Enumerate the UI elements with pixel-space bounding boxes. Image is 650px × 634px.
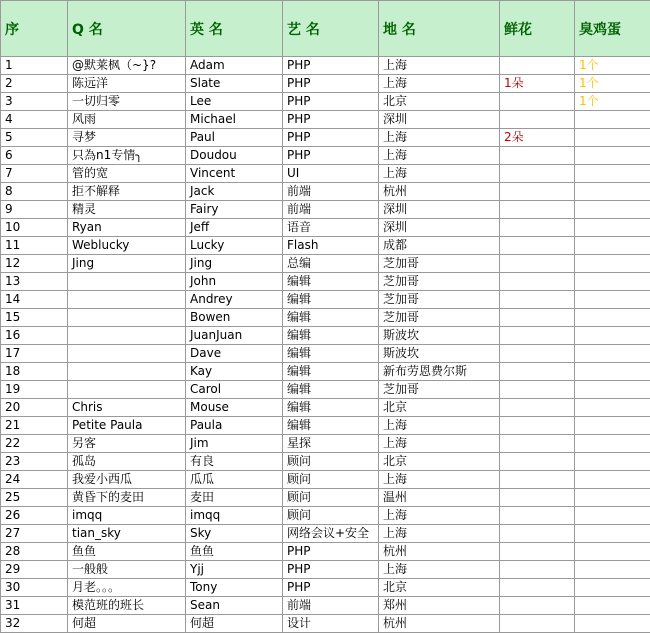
cell-english-name[interactable]: Jim bbox=[186, 435, 283, 453]
cell-english-name[interactable]: 何超 bbox=[186, 615, 283, 633]
cell-qq-name[interactable]: 黄昏下的麦田 bbox=[68, 489, 186, 507]
cell-qq-name[interactable]: 风雨 bbox=[68, 111, 186, 129]
cell-index[interactable]: 22 bbox=[1, 435, 68, 453]
table-row bbox=[1, 579, 650, 597]
table-row bbox=[1, 399, 650, 417]
table-row bbox=[1, 525, 650, 543]
cell-rotten-eggs[interactable] bbox=[575, 471, 650, 489]
cell-flowers[interactable] bbox=[500, 345, 575, 363]
cell-index[interactable]: 19 bbox=[1, 381, 68, 399]
cell-english-name[interactable]: Dave bbox=[186, 345, 283, 363]
cell-rotten-eggs[interactable] bbox=[575, 543, 650, 561]
cell-english-name[interactable]: Sean bbox=[186, 597, 283, 615]
cell-qq-name[interactable]: 模范班的班长 bbox=[68, 597, 186, 615]
cell-index[interactable]: 10 bbox=[1, 219, 68, 237]
cell-index[interactable]: 23 bbox=[1, 453, 68, 471]
cell-role[interactable]: 编辑 bbox=[283, 417, 379, 435]
cell-qq-name[interactable]: Chris bbox=[68, 399, 186, 417]
cell-index[interactable]: 7 bbox=[1, 165, 68, 183]
cell-index[interactable]: 3 bbox=[1, 93, 68, 111]
cell-role[interactable]: PHP bbox=[283, 93, 379, 111]
table-row bbox=[1, 237, 650, 255]
table-row bbox=[1, 273, 650, 291]
cell-index[interactable]: 17 bbox=[1, 345, 68, 363]
cell-flowers[interactable] bbox=[500, 255, 575, 273]
cell-rotten-eggs[interactable] bbox=[575, 579, 650, 597]
cell-location[interactable]: 郑州 bbox=[379, 597, 500, 615]
cell-rotten-eggs[interactable] bbox=[575, 219, 650, 237]
cell-english-name[interactable]: Vincent bbox=[186, 165, 283, 183]
cell-flowers[interactable] bbox=[500, 381, 575, 399]
cell-role[interactable]: PHP bbox=[283, 57, 379, 75]
cell-rotten-eggs[interactable] bbox=[575, 273, 650, 291]
cell-role[interactable]: 编辑 bbox=[283, 381, 379, 399]
table-row bbox=[1, 165, 650, 183]
cell-role[interactable]: 顾问 bbox=[283, 471, 379, 489]
cell-rotten-eggs[interactable] bbox=[575, 525, 650, 543]
cell-location[interactable]: 上海 bbox=[379, 147, 500, 165]
cell-index[interactable]: 18 bbox=[1, 363, 68, 381]
cell-qq-name[interactable] bbox=[68, 381, 186, 399]
cell-rotten-eggs[interactable]: 1个 bbox=[575, 75, 650, 93]
cell-qq-name[interactable] bbox=[68, 327, 186, 345]
cell-english-name[interactable]: Jeff bbox=[186, 219, 283, 237]
table-row bbox=[1, 453, 650, 471]
cell-index[interactable]: 16 bbox=[1, 327, 68, 345]
cell-index[interactable]: 12 bbox=[1, 255, 68, 273]
cell-qq-name[interactable]: Petite Paula bbox=[68, 417, 186, 435]
table-row bbox=[1, 489, 650, 507]
cell-rotten-eggs[interactable] bbox=[575, 165, 650, 183]
cell-qq-name[interactable]: 鱼鱼 bbox=[68, 543, 186, 561]
cell-rotten-eggs[interactable] bbox=[575, 129, 650, 147]
cell-role[interactable]: 编辑 bbox=[283, 291, 379, 309]
cell-role[interactable]: 前端 bbox=[283, 201, 379, 219]
cell-qq-name[interactable]: 我爱小西瓜 bbox=[68, 471, 186, 489]
table-row bbox=[1, 507, 650, 525]
cell-qq-name[interactable]: @默莱枫（~}? bbox=[68, 57, 186, 75]
cell-flowers[interactable] bbox=[500, 543, 575, 561]
cell-qq-name[interactable]: 陈远洋 bbox=[68, 75, 186, 93]
cell-index[interactable]: 31 bbox=[1, 597, 68, 615]
cell-flowers[interactable] bbox=[500, 237, 575, 255]
cell-rotten-eggs[interactable] bbox=[575, 435, 650, 453]
cell-location[interactable]: 斯波坎 bbox=[379, 327, 500, 345]
cell-index[interactable]: 32 bbox=[1, 615, 68, 633]
cell-role[interactable]: 星探 bbox=[283, 435, 379, 453]
cell-role[interactable]: 网络会议+安全 bbox=[283, 525, 379, 543]
cell-location[interactable]: 杭州 bbox=[379, 543, 500, 561]
cell-index[interactable]: 13 bbox=[1, 273, 68, 291]
cell-qq-name[interactable]: 月老。。。 bbox=[68, 579, 186, 597]
cell-index[interactable]: 9 bbox=[1, 201, 68, 219]
cell-english-name[interactable]: 有良 bbox=[186, 453, 283, 471]
cell-english-name[interactable]: Jing bbox=[186, 255, 283, 273]
cell-rotten-eggs[interactable] bbox=[575, 201, 650, 219]
table-row bbox=[1, 93, 650, 111]
cell-index[interactable]: 24 bbox=[1, 471, 68, 489]
cell-rotten-eggs[interactable] bbox=[575, 237, 650, 255]
cell-qq-name[interactable]: 精灵 bbox=[68, 201, 186, 219]
cell-role[interactable]: PHP bbox=[283, 75, 379, 93]
cell-location[interactable]: 杭州 bbox=[379, 183, 500, 201]
cell-location[interactable]: 深圳 bbox=[379, 111, 500, 129]
table-row bbox=[1, 363, 650, 381]
table-row bbox=[1, 561, 650, 579]
cell-rotten-eggs[interactable] bbox=[575, 147, 650, 165]
cell-rotten-eggs[interactable] bbox=[575, 417, 650, 435]
cell-english-name[interactable]: Kay bbox=[186, 363, 283, 381]
cell-flowers[interactable] bbox=[500, 363, 575, 381]
cell-flowers[interactable] bbox=[500, 453, 575, 471]
cell-location[interactable]: 芝加哥 bbox=[379, 291, 500, 309]
cell-role[interactable]: 前端 bbox=[283, 183, 379, 201]
cell-english-name[interactable]: Adam bbox=[186, 57, 283, 75]
cell-flowers[interactable] bbox=[500, 273, 575, 291]
cell-location[interactable]: 上海 bbox=[379, 561, 500, 579]
cell-role[interactable]: 编辑 bbox=[283, 327, 379, 345]
cell-qq-name[interactable] bbox=[68, 363, 186, 381]
cell-location[interactable]: 斯波坎 bbox=[379, 345, 500, 363]
cell-english-name[interactable]: Doudou bbox=[186, 147, 283, 165]
cell-qq-name[interactable]: 一般般 bbox=[68, 561, 186, 579]
table-row bbox=[1, 75, 650, 93]
cell-flowers[interactable]: 2朵 bbox=[500, 129, 575, 147]
cell-index[interactable]: 6 bbox=[1, 147, 68, 165]
cell-flowers[interactable] bbox=[500, 327, 575, 345]
cell-location[interactable]: 北京 bbox=[379, 93, 500, 111]
cell-english-name[interactable]: Mouse bbox=[186, 399, 283, 417]
cell-rotten-eggs[interactable] bbox=[575, 561, 650, 579]
cell-role[interactable]: 顾问 bbox=[283, 507, 379, 525]
cell-english-name[interactable]: Lee bbox=[186, 93, 283, 111]
cell-index[interactable]: 27 bbox=[1, 525, 68, 543]
table-row bbox=[1, 345, 650, 363]
cell-rotten-eggs[interactable] bbox=[575, 309, 650, 327]
cell-english-name[interactable]: Slate bbox=[186, 75, 283, 93]
header-role[interactable]: 艺 名 bbox=[283, 1, 379, 57]
cell-role[interactable]: 顾问 bbox=[283, 489, 379, 507]
cell-qq-name[interactable]: 另客 bbox=[68, 435, 186, 453]
table-row bbox=[1, 471, 650, 489]
cell-location[interactable]: 上海 bbox=[379, 75, 500, 93]
table-row bbox=[1, 543, 650, 561]
header-rotten-eggs[interactable]: 臭鸡蛋 bbox=[575, 1, 650, 57]
cell-flowers[interactable] bbox=[500, 489, 575, 507]
table-row bbox=[1, 435, 650, 453]
cell-index[interactable]: 5 bbox=[1, 129, 68, 147]
cell-location[interactable]: 深圳 bbox=[379, 219, 500, 237]
cell-location[interactable]: 上海 bbox=[379, 435, 500, 453]
cell-qq-name[interactable]: Ryan bbox=[68, 219, 186, 237]
cell-rotten-eggs[interactable] bbox=[575, 255, 650, 273]
cell-english-name[interactable]: Fairy bbox=[186, 201, 283, 219]
cell-flowers[interactable] bbox=[500, 435, 575, 453]
cell-english-name[interactable]: Carol bbox=[186, 381, 283, 399]
table-row bbox=[1, 255, 650, 273]
cell-index[interactable]: 15 bbox=[1, 309, 68, 327]
cell-rotten-eggs[interactable] bbox=[575, 327, 650, 345]
cell-flowers[interactable] bbox=[500, 183, 575, 201]
cell-location[interactable]: 北京 bbox=[379, 399, 500, 417]
cell-qq-name[interactable]: 管的宽 bbox=[68, 165, 186, 183]
table-row bbox=[1, 219, 650, 237]
header-flowers[interactable]: 鲜花 bbox=[500, 1, 575, 57]
cell-english-name[interactable]: 鱼鱼 bbox=[186, 543, 283, 561]
cell-location[interactable]: 成都 bbox=[379, 237, 500, 255]
cell-qq-name[interactable]: 何超 bbox=[68, 615, 186, 633]
cell-rotten-eggs[interactable] bbox=[575, 507, 650, 525]
cell-rotten-eggs[interactable] bbox=[575, 597, 650, 615]
cell-role[interactable]: PHP bbox=[283, 579, 379, 597]
cell-flowers[interactable] bbox=[500, 525, 575, 543]
cell-location[interactable]: 芝加哥 bbox=[379, 255, 500, 273]
cell-index[interactable]: 21 bbox=[1, 417, 68, 435]
cell-qq-name[interactable]: imqq bbox=[68, 507, 186, 525]
cell-role[interactable]: PHP bbox=[283, 111, 379, 129]
cell-flowers[interactable] bbox=[500, 201, 575, 219]
table-row bbox=[1, 291, 650, 309]
cell-rotten-eggs[interactable] bbox=[575, 345, 650, 363]
cell-english-name[interactable]: imqq bbox=[186, 507, 283, 525]
cell-qq-name[interactable] bbox=[68, 291, 186, 309]
cell-english-name[interactable]: Michael bbox=[186, 111, 283, 129]
header-english-name[interactable]: 英 名 bbox=[186, 1, 283, 57]
cell-flowers[interactable] bbox=[500, 147, 575, 165]
cell-index[interactable]: 29 bbox=[1, 561, 68, 579]
cell-rotten-eggs[interactable] bbox=[575, 615, 650, 633]
cell-location[interactable]: 芝加哥 bbox=[379, 381, 500, 399]
cell-english-name[interactable]: Paula bbox=[186, 417, 283, 435]
cell-qq-name[interactable]: tian_sky bbox=[68, 525, 186, 543]
cell-qq-name[interactable]: 拒不解释 bbox=[68, 183, 186, 201]
table-row bbox=[1, 381, 650, 399]
table-row bbox=[1, 111, 650, 129]
cell-index[interactable]: 26 bbox=[1, 507, 68, 525]
cell-english-name[interactable]: John bbox=[186, 273, 283, 291]
cell-role[interactable]: Flash bbox=[283, 237, 379, 255]
cell-location[interactable]: 上海 bbox=[379, 57, 500, 75]
cell-rotten-eggs[interactable] bbox=[575, 291, 650, 309]
cell-location[interactable]: 上海 bbox=[379, 471, 500, 489]
cell-location[interactable]: 深圳 bbox=[379, 201, 500, 219]
cell-flowers[interactable] bbox=[500, 507, 575, 525]
table-row bbox=[1, 57, 650, 75]
cell-location[interactable]: 上海 bbox=[379, 507, 500, 525]
cell-index[interactable]: 25 bbox=[1, 489, 68, 507]
cell-location[interactable]: 温州 bbox=[379, 489, 500, 507]
cell-rotten-eggs[interactable] bbox=[575, 363, 650, 381]
table-row bbox=[1, 147, 650, 165]
cell-qq-name[interactable]: 寻梦 bbox=[68, 129, 186, 147]
cell-rotten-eggs[interactable] bbox=[575, 381, 650, 399]
cell-role[interactable]: 编辑 bbox=[283, 399, 379, 417]
cell-english-name[interactable]: Andrey bbox=[186, 291, 283, 309]
table-row bbox=[1, 615, 650, 633]
cell-english-name[interactable]: 麦田 bbox=[186, 489, 283, 507]
cell-qq-name[interactable]: Jing bbox=[68, 255, 186, 273]
cell-location[interactable]: 上海 bbox=[379, 525, 500, 543]
cell-flowers[interactable] bbox=[500, 615, 575, 633]
cell-qq-name[interactable] bbox=[68, 345, 186, 363]
cell-role[interactable]: PHP bbox=[283, 129, 379, 147]
cell-index[interactable]: 14 bbox=[1, 291, 68, 309]
cell-english-name[interactable]: Bowen bbox=[186, 309, 283, 327]
cell-location[interactable]: 北京 bbox=[379, 453, 500, 471]
cell-qq-name[interactable]: Weblucky bbox=[68, 237, 186, 255]
cell-rotten-eggs[interactable] bbox=[575, 399, 650, 417]
cell-role[interactable]: 顾问 bbox=[283, 453, 379, 471]
cell-flowers[interactable] bbox=[500, 57, 575, 75]
cell-role[interactable]: 编辑 bbox=[283, 363, 379, 381]
cell-flowers[interactable]: 1朵 bbox=[500, 75, 575, 93]
cell-rotten-eggs[interactable] bbox=[575, 489, 650, 507]
cell-index[interactable]: 1 bbox=[1, 57, 68, 75]
cell-qq-name[interactable]: 一切归零 bbox=[68, 93, 186, 111]
cell-english-name[interactable]: Tony bbox=[186, 579, 283, 597]
cell-location[interactable]: 上海 bbox=[379, 165, 500, 183]
cell-index[interactable]: 20 bbox=[1, 399, 68, 417]
cell-english-name[interactable]: Lucky bbox=[186, 237, 283, 255]
cell-qq-name[interactable] bbox=[68, 309, 186, 327]
cell-index[interactable]: 2 bbox=[1, 75, 68, 93]
cell-index[interactable]: 11 bbox=[1, 237, 68, 255]
cell-index[interactable]: 30 bbox=[1, 579, 68, 597]
cell-role[interactable]: 语音 bbox=[283, 219, 379, 237]
cell-location[interactable]: 上海 bbox=[379, 129, 500, 147]
table-row bbox=[1, 417, 650, 435]
cell-rotten-eggs[interactable] bbox=[575, 453, 650, 471]
cell-role[interactable]: 编辑 bbox=[283, 273, 379, 291]
header-location[interactable]: 地 名 bbox=[379, 1, 500, 57]
sheet-body bbox=[1, 57, 650, 633]
cell-flowers[interactable] bbox=[500, 219, 575, 237]
cell-english-name[interactable]: JuanJuan bbox=[186, 327, 283, 345]
header-qq-name[interactable]: Q 名 bbox=[68, 1, 186, 57]
cell-flowers[interactable] bbox=[500, 579, 575, 597]
cell-index[interactable]: 8 bbox=[1, 183, 68, 201]
cell-rotten-eggs[interactable]: 1个 bbox=[575, 57, 650, 75]
cell-location[interactable]: 上海 bbox=[379, 417, 500, 435]
cell-role[interactable]: 总编 bbox=[283, 255, 379, 273]
cell-role[interactable]: 设计 bbox=[283, 615, 379, 633]
table-row bbox=[1, 129, 650, 147]
table-row bbox=[1, 183, 650, 201]
cell-rotten-eggs[interactable]: 1个 bbox=[575, 93, 650, 111]
cell-flowers[interactable] bbox=[500, 417, 575, 435]
table-row bbox=[1, 327, 650, 345]
cell-location[interactable]: 北京 bbox=[379, 579, 500, 597]
cell-qq-name[interactable] bbox=[68, 273, 186, 291]
table-row bbox=[1, 201, 650, 219]
cell-flowers[interactable] bbox=[500, 471, 575, 489]
cell-role[interactable]: 编辑 bbox=[283, 345, 379, 363]
cell-flowers[interactable] bbox=[500, 399, 575, 417]
cell-flowers[interactable] bbox=[500, 165, 575, 183]
cell-english-name[interactable]: 瓜瓜 bbox=[186, 471, 283, 489]
cell-role[interactable]: UI bbox=[283, 165, 379, 183]
cell-role[interactable]: 前端 bbox=[283, 597, 379, 615]
table-row bbox=[1, 597, 650, 615]
cell-role[interactable]: PHP bbox=[283, 561, 379, 579]
cell-flowers[interactable] bbox=[500, 597, 575, 615]
cell-english-name[interactable]: Sky bbox=[186, 525, 283, 543]
cell-flowers[interactable] bbox=[500, 111, 575, 129]
cell-english-name[interactable]: Jack bbox=[186, 183, 283, 201]
cell-role[interactable]: PHP bbox=[283, 147, 379, 165]
cell-index[interactable]: 4 bbox=[1, 111, 68, 129]
cell-role[interactable]: 编辑 bbox=[283, 309, 379, 327]
cell-flowers[interactable] bbox=[500, 291, 575, 309]
cell-english-name[interactable]: Yjj bbox=[186, 561, 283, 579]
cell-flowers[interactable] bbox=[500, 309, 575, 327]
cell-flowers[interactable] bbox=[500, 93, 575, 111]
cell-rotten-eggs[interactable] bbox=[575, 111, 650, 129]
cell-flowers[interactable] bbox=[500, 561, 575, 579]
cell-location[interactable]: 芝加哥 bbox=[379, 273, 500, 291]
cell-english-name[interactable]: Paul bbox=[186, 129, 283, 147]
cell-rotten-eggs[interactable] bbox=[575, 183, 650, 201]
header-row bbox=[1, 1, 650, 57]
cell-qq-name[interactable]: 只為n1专情╮ bbox=[68, 147, 186, 165]
cell-location[interactable]: 芝加哥 bbox=[379, 309, 500, 327]
cell-role[interactable]: PHP bbox=[283, 543, 379, 561]
cell-qq-name[interactable]: 孤岛 bbox=[68, 453, 186, 471]
cell-index[interactable]: 28 bbox=[1, 543, 68, 561]
cell-location[interactable]: 新布劳恩费尔斯 bbox=[379, 363, 500, 381]
cell-location[interactable]: 杭州 bbox=[379, 615, 500, 633]
table-row bbox=[1, 309, 650, 327]
header-index[interactable]: 序 bbox=[1, 1, 68, 57]
